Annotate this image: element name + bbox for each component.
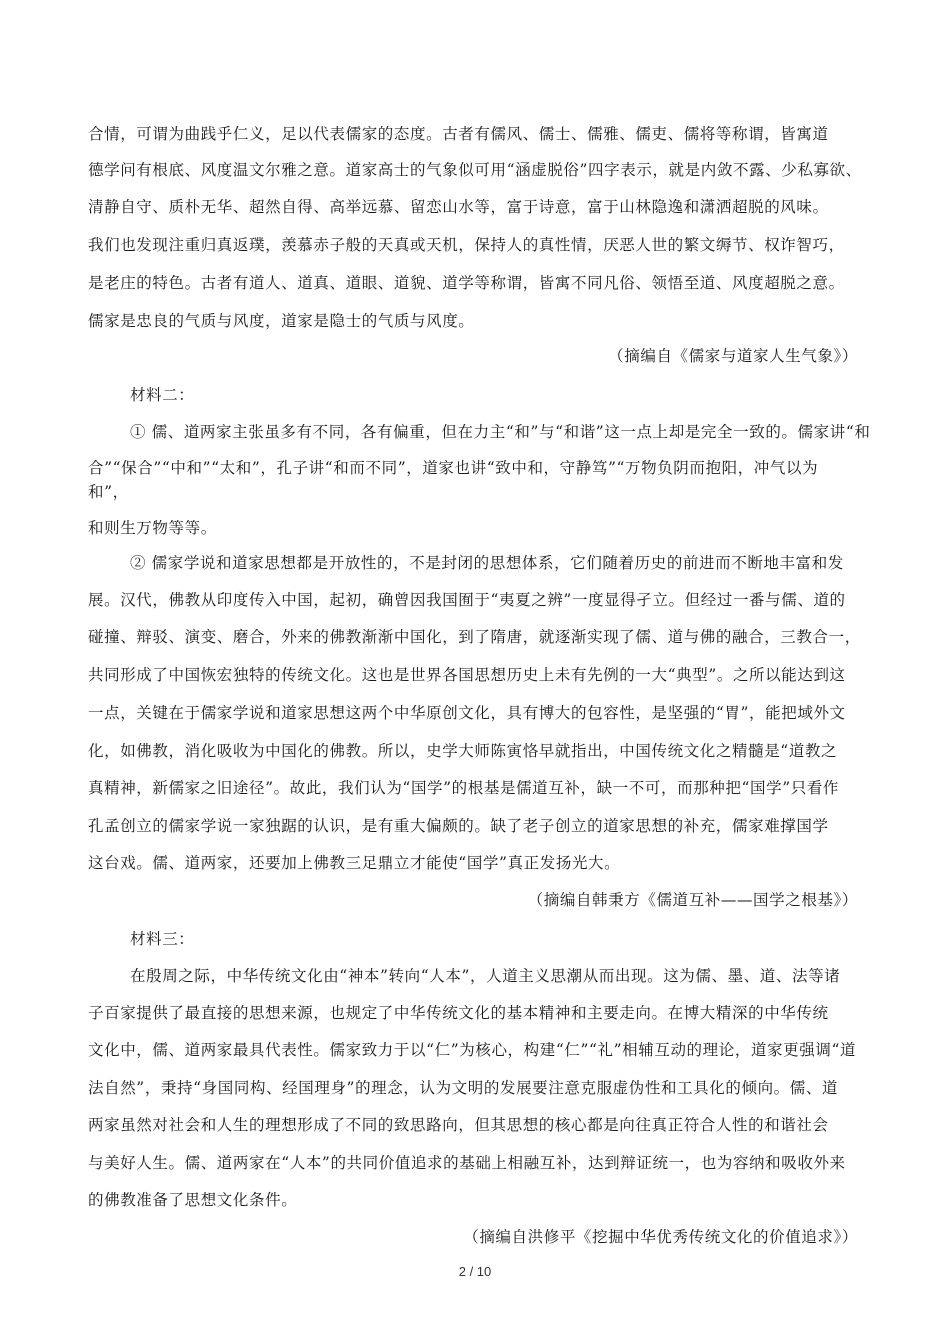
text-line: 的佛教准备了思想文化条件。 (88, 1191, 298, 1209)
text-line: 德学问有根底、风度温文尔雅之意。道家高士的气象似可用“涵虚脱俗”四字表示，就是内敛不露、少私寡欲、 (88, 161, 862, 179)
text-line: 真精神，新儒家之旧途径”。故此，我们认为“国学”的根基是儒道互补，缺一不可，而那种把“国学”只看作 (88, 779, 840, 797)
text-line: 和则生万物等等。 (88, 519, 217, 537)
text-line: 这台戏。儒、道两家，还要加上佛教三足鼎立才能使“国学”真正发扬光大。 (88, 854, 621, 872)
text-line: 两家虽然对社会和人生的理想形成了不同的致思路向，但其思想的核心都是向往真正符合人性的和谐社会 (88, 1116, 829, 1134)
text-line: 合情，可谓为曲践乎仁义，足以代表儒家的态度。古者有儒风、儒士、儒雅、儒吏、儒将等称谓，皆寓道 (88, 125, 829, 143)
text-line: 展。汉代，佛教从印度传入中国，起初，确曾因我国囿于“夷夏之辨”一度显得孑立。但经过一番与儒、道的 (88, 591, 846, 609)
text-line: ① 儒、道两家主张虽多有不同，各有偏重，但在力主“和”与“和谐”这一点上却是完全一致的。儒家讲“和 (130, 423, 871, 441)
text-line: 清静自守、质朴无华、超然自得、高举远慕、留恋山水等，富于诗意，富于山林隐逸和潇洒超脱的风味。 (88, 198, 829, 216)
text-line: 儒家是忠良的气质与风度，道家是隐士的气质与风度。 (88, 312, 475, 330)
text-line: 我们也发现注重归真返璞，羡慕赤子般的天真或天机，保持人的真性情，厌恶人世的繁文缛节、权诈智巧， (88, 236, 845, 254)
text-line: 和”， (88, 483, 129, 501)
page-number: 2 / 10 (458, 1264, 492, 1279)
text-line: 文化中，儒、道两家最具代表性。儒家致力于以“仁”为核心，构建“仁”“礼”相辅互动的理论，道家更强调“道 (88, 1041, 857, 1059)
section-heading: 材料二： (130, 386, 195, 404)
text-line: 在殷周之际，中华传统文化由“神本”转向“人本”，人道主义思潮从而出现。这为儒、墨、道、法等诸 (130, 967, 841, 985)
source-citation: （摘编自韩秉方《儒道互补——国学之根基》） (527, 891, 858, 909)
text-line: 化，如佛教，消化吸收为中国化的佛教。所以，史学大师陈寅恪早就指出，中国传统文化之精髓是“道教之 (88, 742, 838, 760)
text-line: 是老庄的特色。古者有道人、道真、道眼、道貌、道学等称谓，皆寓不同凡俗、领悟至道、风度超脱之意。 (88, 274, 845, 292)
section-heading: 材料三： (130, 930, 195, 948)
text-line: 子百家提供了最直接的思想来源，也规定了中华传统文化的基本精神和主要走向。在博大精深的中华传统 (88, 1004, 829, 1022)
text-line: 与美好人生。儒、道两家在“人本”的共同价值追求的基础上相融互补，达到辩证统一，也为容纳和吸收外来 (88, 1154, 846, 1172)
text-line: 一点，关键在于儒家学说和道家思想这两个中华原创文化，具有博大的包容性，是坚强的“胃”，能把域外文 (88, 704, 846, 722)
text-line: 碰撞、辩驳、演变、磨合，外来的佛教渐渐中国化，到了隋唐，就逐渐实现了儒、道与佛的融合，三教合一， (88, 628, 861, 646)
source-citation: （摘编自洪修平《挖掘中华优秀传统文化的价值追求》） (463, 1228, 858, 1246)
text-line: ② 儒家学说和道家思想都是开放性的，不是封闭的思想体系，它们随着历史的前进而不断地丰富和发 (130, 554, 844, 572)
source-citation: （摘编自《儒家与道家人生气象》） (608, 347, 858, 365)
text-line: 孔孟创立的儒家学说一家独踞的认识，是有重大偏颇的。缺了老子创立的道家思想的补充，儒家难撑国学 (88, 817, 829, 835)
text-line: 法自然”，秉持“身国同构、经国理身”的理念，认为文明的发展要注意克服虚伪性和工具化的倾向。儒、道 (88, 1079, 839, 1097)
text-line: 合”“保合”“中和”“太和”，孔子讲“和而不同”，道家也讲“致中和，守静笃”“万物负阴而抱阳，冲气以为 (88, 459, 819, 477)
text-line: 共同形成了中国恢宏独特的传统文化。这也是世界各国思想历史上未有先例的一大“典型”。之所以能达到这 (88, 666, 846, 684)
